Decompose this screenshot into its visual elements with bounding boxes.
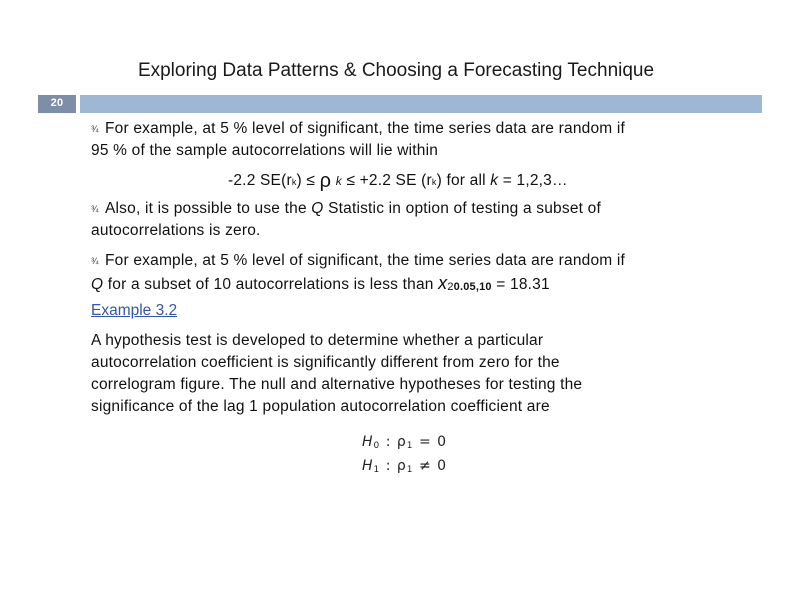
formula-part: ) for all xyxy=(436,172,486,189)
chi-sub: 0.05,10 xyxy=(453,281,492,293)
formula-k: k xyxy=(490,172,499,189)
q-symbol: Q xyxy=(91,276,104,293)
hyp-sub: 0 xyxy=(373,441,381,451)
formula-line xyxy=(228,170,568,193)
bullet-icon: ¾ xyxy=(91,124,99,134)
hyp-rel: ≠ xyxy=(418,458,432,474)
p1-line1: For example, at 5 % level of significant, the time series data are random if xyxy=(105,120,626,137)
paragraph-4 xyxy=(91,330,582,418)
hyp-val: 0 xyxy=(437,458,448,474)
null-hypothesis xyxy=(362,434,447,451)
p4-line: significance of the lag 1 population autocorrelation coefficient are xyxy=(91,398,550,415)
formula-part: = 1,2,3… xyxy=(502,172,568,189)
paragraph-2 xyxy=(91,198,601,242)
paragraph-3 xyxy=(91,250,625,298)
p3-text: for a subset of 10 autocorrelations is less than xyxy=(107,276,434,293)
p3-line1: For example, at 5 % level of significant, the time series data are random if xyxy=(105,252,626,269)
formula-part: ≤ +2.2 SE (r xyxy=(346,172,432,189)
bullet-icon: ¾ xyxy=(91,256,99,266)
hyp-colon: : xyxy=(385,458,392,474)
p2-text: Statistic in option of testing a subset of xyxy=(328,200,601,217)
hyp-H: H xyxy=(362,458,374,474)
slide-number: 20 xyxy=(38,95,76,113)
rho-symbol: ρ xyxy=(319,170,332,192)
hyp-sub: 1 xyxy=(373,465,381,475)
q-symbol: Q xyxy=(311,200,324,217)
p4-line: A hypothesis test is developed to determine whether a particular xyxy=(91,332,544,349)
formula-sub: k xyxy=(431,177,437,187)
bullet-icon: ¾ xyxy=(91,204,99,214)
formula-part: -2.2 SE(r xyxy=(228,172,292,189)
p4-line: correlogram figure. The null and alternative hypotheses for testing the xyxy=(91,376,583,393)
p2-text: Also, it is possible to use the xyxy=(105,200,307,217)
rho-symbol: ρ xyxy=(396,458,407,474)
hyp-sub: 1 xyxy=(406,441,414,451)
formula-part: ) ≤ xyxy=(296,172,316,189)
rho-symbol: ρ xyxy=(396,434,407,450)
formula-k: k xyxy=(335,174,342,188)
slide-title: Exploring Data Patterns & Choosing a Forecasting Technique xyxy=(137,60,655,81)
p4-line: autocorrelation coefficient is significantly different from zero for the xyxy=(91,354,560,371)
chi-sub: 2 xyxy=(447,281,454,293)
hyp-H: H xyxy=(362,434,374,450)
example-link[interactable]: Example 3.2 xyxy=(91,302,178,319)
paragraph-1 xyxy=(91,118,625,162)
hyp-val: 0 xyxy=(437,434,448,450)
hyp-colon: : xyxy=(385,434,392,450)
title-divider-bar xyxy=(80,95,762,113)
hyp-sub: 1 xyxy=(406,465,414,475)
p3-text: = 18.31 xyxy=(496,276,550,293)
hyp-rel: = xyxy=(418,434,432,450)
formula-sub: k xyxy=(291,177,297,187)
alternative-hypothesis xyxy=(362,458,447,475)
p2-line2: autocorrelations is zero. xyxy=(91,222,261,239)
p1-line2: 95 % of the sample autocorrelations will lie within xyxy=(91,142,439,159)
chi-symbol: x xyxy=(438,273,448,293)
